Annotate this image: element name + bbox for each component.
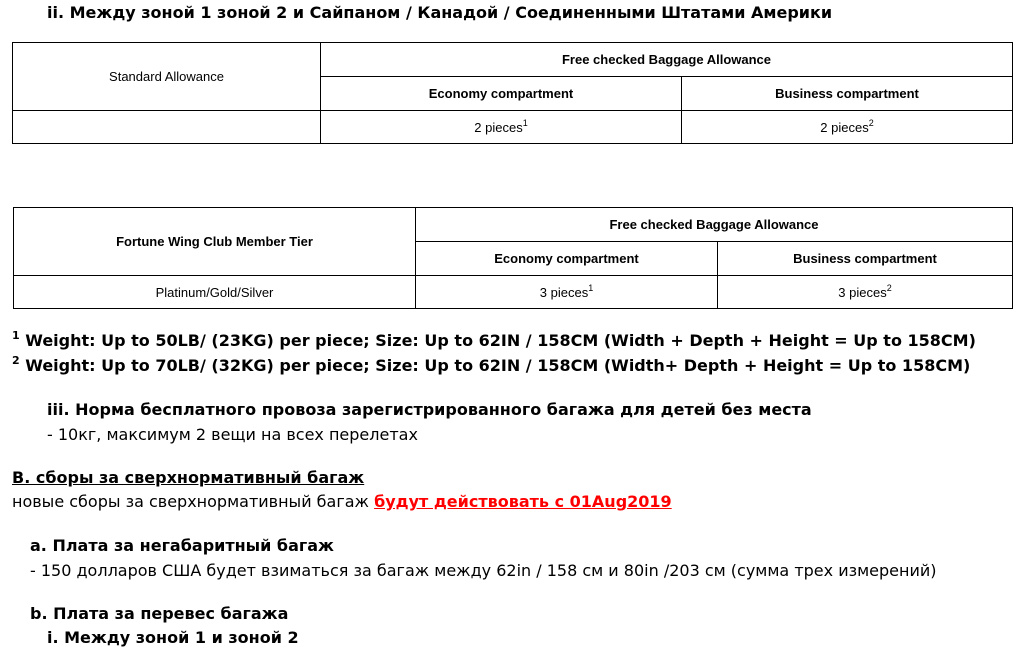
member-tier-table (13, 207, 1013, 309)
oversize-fee-heading: a. Плата за негабаритный багаж (30, 536, 334, 555)
economy-allowance-cell: 3 pieces$^1$ (416, 276, 718, 309)
section-iii-heading: iii. Норма бесплатного провоза зарегистрированного багажа для детей без места (47, 400, 812, 419)
business-allowance-cell: 3 pieces$^2$ (718, 276, 1013, 309)
standard-allowance-table (12, 42, 1013, 144)
section-b-intro: новые сборы за сверхнормативный багаж будут действовать с 01Aug2019 (12, 492, 672, 511)
oversize-fee-item: - 150 долларов США будет взиматься за багаж между 62in / 158 см и 80in /203 см (сумма трех измерений) (30, 561, 937, 580)
group-header-free-baggage: Free checked Baggage Allowance (321, 43, 1013, 77)
section-b-heading: B. сборы за сверхнормативный багаж (12, 468, 365, 487)
col-header-economy: Economy compartment (321, 77, 682, 111)
footnote-1: $^1$ Weight: Up to 50LB/ (23KG) per piece; Size: Up to 62IN / 158CM (Width + Depth + Height = Up to 158CM) (12, 329, 976, 350)
row-header-member-tier: Fortune Wing Club Member Tier (14, 208, 416, 276)
economy-allowance-cell: 2 pieces$^1$ (321, 111, 682, 144)
tier-value-cell: Platinum/Gold/Silver (14, 276, 416, 309)
footnote-2: $^2$ Weight: Up to 70LB/ (32KG) per piece; Size: Up to 62IN / 158CM (Width+ Depth + Height = Up to 158CM) (12, 354, 971, 375)
section-ii-heading: ii. Между зоной 1 зоной 2 и Сайпаном / Канадой / Соединенными Штатами Америки (47, 3, 833, 22)
col-header-business: Business compartment (718, 242, 1013, 276)
col-header-business: Business compartment (682, 77, 1013, 111)
business-allowance-cell: 2 pieces$^2$ (682, 111, 1013, 144)
overweight-fee-heading: b. Плата за перевес багажа (30, 604, 289, 623)
overweight-zone-subheading: i. Между зоной 1 и зоной 2 (47, 628, 299, 647)
empty-cell (13, 111, 321, 144)
col-header-economy: Economy compartment (416, 242, 718, 276)
effective-date-note: будут действовать с 01Aug2019 (374, 492, 672, 511)
row-header-standard: Standard Allowance (13, 43, 321, 111)
section-iii-item: - 10кг, максимум 2 вещи на всех перелетах (47, 425, 418, 444)
group-header-free-baggage: Free checked Baggage Allowance (416, 208, 1013, 242)
